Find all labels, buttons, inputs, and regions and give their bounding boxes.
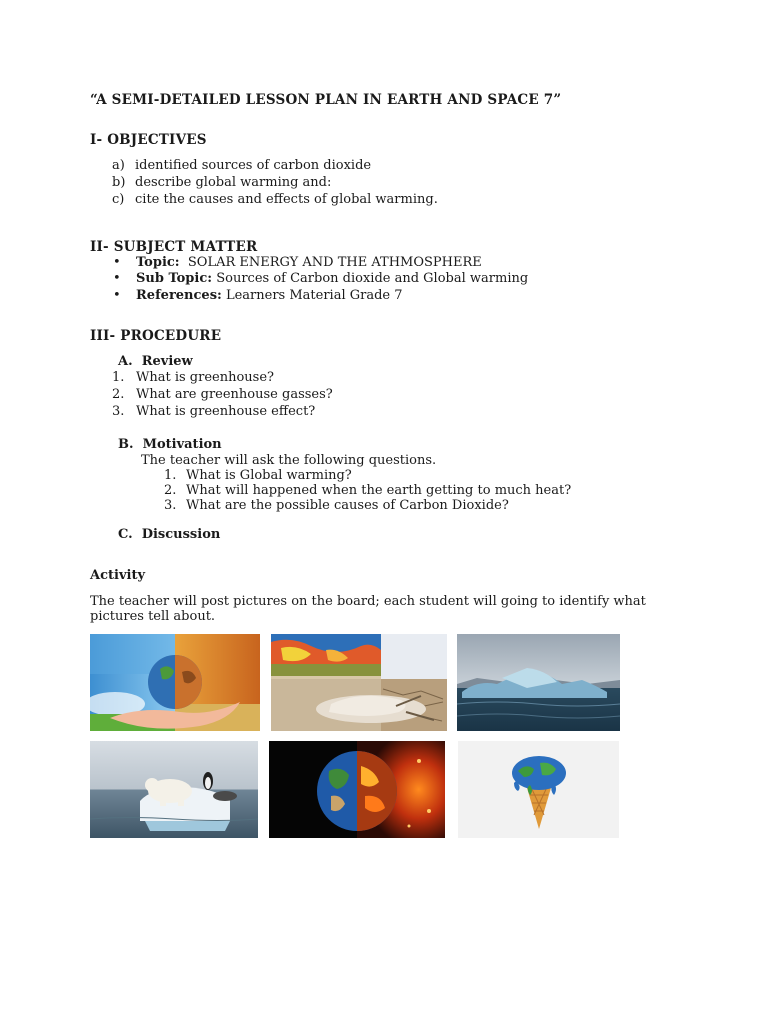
list-number: 1. [112, 370, 125, 385]
bullet-icon: • [113, 288, 121, 303]
discussion-heading: C. Discussion [118, 527, 221, 542]
activity-text-line-1: The teacher will post pictures on the board; each student will going to identify what [90, 594, 646, 609]
motivation-question: What are the possible causes of Carbon Dioxide? [186, 498, 509, 513]
review-question: What is greenhouse? [136, 370, 275, 385]
list-number: 3. [164, 498, 177, 513]
activity-text-line-2: pictures tell about. [90, 609, 216, 624]
review-heading: A. Review [118, 354, 193, 369]
procedure-heading: III- PROCEDURE [90, 328, 222, 344]
objectives-heading: I- OBJECTIVES [90, 132, 207, 148]
motivation-intro: The teacher will ask the following questions. [141, 453, 437, 468]
subject-label: Topic [136, 255, 175, 270]
bullet-icon: • [113, 271, 121, 286]
subject-value: Sources of Carbon dioxide and Global warming [216, 271, 529, 286]
motivation-question: What will happened when the earth getting to much heat? [186, 483, 572, 498]
subject-item: References: Learners Material Grade 7 [136, 288, 403, 303]
objective-marker: a) [112, 158, 125, 173]
list-number: 1. [164, 468, 177, 483]
polar-bear-on-ice-image [90, 741, 258, 838]
list-number: 3. [112, 404, 125, 419]
earth-in-hand-image [90, 634, 260, 731]
document-title: “A SEMI-DETAILED LESSON PLAN IN EARTH AND SPACE 7” [90, 92, 562, 108]
objective-item: identified sources of carbon dioxide [135, 158, 372, 173]
list-number: 2. [112, 387, 125, 402]
burning-earth-image [269, 741, 445, 838]
objective-marker: c) [112, 192, 125, 207]
subject-value: Learners Material Grade 7 [225, 288, 403, 303]
review-question: What are greenhouse gasses? [136, 387, 333, 402]
subject-matter-heading: II- SUBJECT MATTER [90, 239, 258, 255]
subject-item: Sub Topic: Sources of Carbon dioxide and Global warming [136, 271, 529, 286]
subject-label: References [136, 288, 218, 303]
subject-value: SOLAR ENERGY AND THE ATHMOSPHERE [187, 255, 482, 270]
subject-label: Sub Topic [136, 271, 208, 286]
list-number: 2. [164, 483, 177, 498]
objective-marker: b) [112, 175, 126, 190]
bullet-icon: • [113, 255, 121, 270]
earth-ice-cream-cone-image [458, 741, 619, 838]
motivation-heading: B. Motivation [118, 437, 222, 452]
activity-heading: Activity [90, 568, 145, 583]
motivation-question: What is Global warming? [186, 468, 352, 483]
objective-item: describe global warming and: [135, 175, 332, 190]
iceberg-image [457, 634, 620, 731]
review-question: What is greenhouse effect? [136, 404, 316, 419]
subject-item: Topic: SOLAR ENERGY AND THE ATHMOSPHERE [136, 255, 482, 270]
objective-item: cite the causes and effects of global warming. [135, 192, 438, 207]
drought-dead-animal-image [271, 634, 447, 731]
